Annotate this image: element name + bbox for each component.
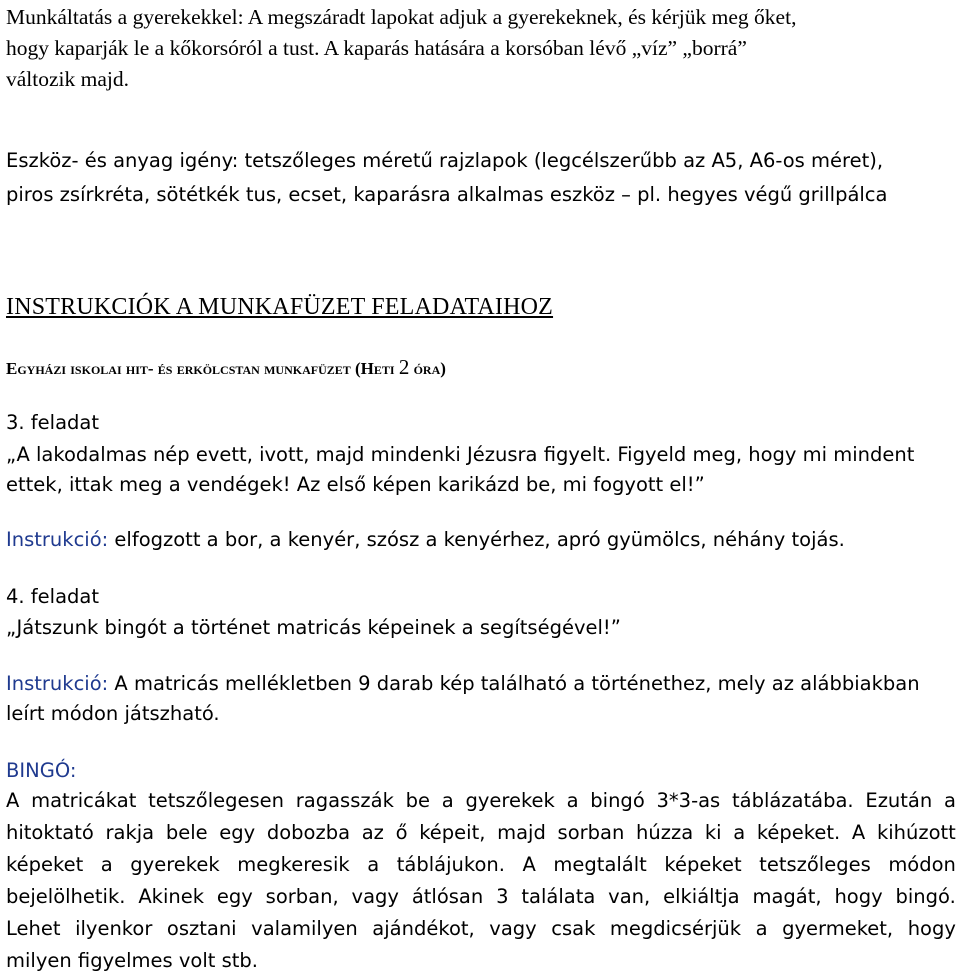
word: hitoktató bbox=[6, 821, 94, 844]
justified-line bbox=[6, 818, 956, 848]
word: be bbox=[405, 789, 430, 812]
word: megdicsérjük bbox=[609, 917, 742, 940]
word: ő bbox=[395, 821, 408, 844]
word: találata bbox=[521, 885, 596, 908]
word: csak bbox=[551, 917, 596, 940]
page-title: INSTRUKCIÓK A MUNKAFÜZET FELADATAIHOZ bbox=[6, 294, 554, 320]
word: A bbox=[6, 789, 20, 812]
word: a bbox=[100, 853, 113, 876]
task3-instruction bbox=[6, 525, 845, 555]
word: a bbox=[755, 917, 768, 940]
word: osztani bbox=[166, 917, 237, 940]
subtitle-text-before: Egyházi iskolai hit- és erkölcstan munkafüzet (Heti bbox=[6, 359, 399, 378]
word: vagy bbox=[351, 885, 399, 908]
word: módon bbox=[888, 853, 956, 876]
bingo-line-1 bbox=[6, 786, 956, 816]
word: egy bbox=[219, 821, 256, 844]
word: átlósan bbox=[411, 885, 484, 908]
word: a bbox=[441, 789, 454, 812]
word: tetszőleges bbox=[759, 853, 871, 876]
justified-line bbox=[6, 786, 956, 816]
word: matricákat bbox=[31, 789, 137, 812]
word: elkiáltja bbox=[663, 885, 740, 908]
intro-line-2: hogy kaparják le a kőkorsóról a tust. A kaparás hatására a korsóban lévő „víz” „borrá” bbox=[6, 36, 747, 60]
task3-quote-line-1: „A lakodalmas nép evett, ivott, majd mindenki Jézusra figyelt. Figyeld meg, hogy mi mindent bbox=[6, 443, 915, 466]
word: gyermeket, bbox=[782, 917, 894, 940]
task3-instruction-text: elfogzott a bor, a kenyér, szósz a kenyérhez, apró gyümölcs, néhány tojás. bbox=[108, 528, 845, 551]
task4-instruction-line-1 bbox=[6, 669, 920, 699]
task4-instruction-text-1: A matricás mellékletben 9 darab kép található a történethez, mely az alábbiakban bbox=[108, 672, 920, 695]
word: majd bbox=[497, 821, 546, 844]
word: Ezután bbox=[865, 789, 933, 812]
word: hogy bbox=[834, 885, 883, 908]
word: kihúzott bbox=[876, 821, 956, 844]
word: képeit, bbox=[419, 821, 486, 844]
task3-label: 3. feladat bbox=[6, 411, 100, 434]
intro-line-1: Munkáltatás a gyerekekkel: A megszáradt lapokat adjuk a gyerekeknek, és kérjük meg őket, bbox=[6, 5, 797, 29]
word: táblázatába. bbox=[731, 789, 854, 812]
task3-quote-line-2: ettek, ittak meg a vendégek! Az első képen karikázd be, mi fogyott el!” bbox=[6, 473, 705, 496]
word: 3*3-as bbox=[656, 789, 721, 812]
task4-instruction-line-2: leírt módon játszható. bbox=[6, 702, 220, 725]
word: Lehet bbox=[6, 917, 61, 940]
bingo-line-2 bbox=[6, 818, 956, 848]
word: sorban, bbox=[265, 885, 339, 908]
word: sorban bbox=[557, 821, 625, 844]
word: tetszőlegesen bbox=[148, 789, 285, 812]
task4-instruction-label: Instrukció: bbox=[6, 672, 109, 695]
word: húzza bbox=[636, 821, 694, 844]
word: képeket bbox=[6, 853, 84, 876]
word: a bbox=[944, 789, 956, 812]
subtitle-number: 2 bbox=[398, 355, 410, 379]
word: hogy bbox=[907, 917, 956, 940]
tools-line-2: piros zsírkréta, sötétkék tus, ecset, kaparásra alkalmas eszköz – pl. hegyes végű grillpálca bbox=[6, 183, 888, 206]
bingo-line-4 bbox=[6, 882, 956, 912]
word: megkeresik bbox=[237, 853, 350, 876]
word: egy bbox=[216, 885, 253, 908]
subtitle-text-after: óra) bbox=[409, 359, 446, 378]
page-subtitle bbox=[6, 352, 446, 384]
word: bele bbox=[165, 821, 208, 844]
word: bingó bbox=[590, 789, 645, 812]
word: gyerekek bbox=[130, 853, 220, 876]
word: bejelölhetik. bbox=[6, 885, 126, 908]
word: A bbox=[851, 821, 866, 844]
intro-line-3: változik majd. bbox=[6, 67, 129, 91]
task4-quote: „Játszunk bingót a történet matricás képeinek a segítségével!” bbox=[6, 616, 621, 639]
word: a bbox=[566, 789, 579, 812]
word: a bbox=[733, 821, 746, 844]
word: 3 bbox=[496, 885, 509, 908]
justified-line bbox=[6, 882, 956, 912]
word: megtalált bbox=[553, 853, 647, 876]
word: magát, bbox=[752, 885, 822, 908]
bingo-label: BINGÓ: bbox=[6, 759, 77, 782]
word: dobozba bbox=[266, 821, 351, 844]
word: ki bbox=[704, 821, 722, 844]
word: gyerekek bbox=[465, 789, 555, 812]
justified-line bbox=[6, 850, 956, 880]
tools-line-1: Eszköz- és anyag igény: tetszőleges méretű rajzlapok (legcélszerűbb az A5, A6-os méret), bbox=[6, 149, 884, 172]
word: ragasszák bbox=[295, 789, 394, 812]
task3-instruction-label: Instrukció: bbox=[6, 528, 109, 551]
word: táblájukon. bbox=[396, 853, 505, 876]
word: a bbox=[367, 853, 380, 876]
justified-line bbox=[6, 914, 956, 944]
word: valamilyen bbox=[251, 917, 358, 940]
task4-label: 4. feladat bbox=[6, 585, 100, 608]
bingo-line-3 bbox=[6, 850, 956, 880]
word: ajándékot, bbox=[372, 917, 475, 940]
word: rakja bbox=[105, 821, 155, 844]
word: bingó. bbox=[895, 885, 956, 908]
word: A bbox=[522, 853, 536, 876]
bingo-line-6: milyen figyelmes volt stb. bbox=[6, 949, 259, 972]
bingo-line-5 bbox=[6, 914, 956, 944]
word: van, bbox=[608, 885, 651, 908]
word: az bbox=[361, 821, 384, 844]
word: Akinek bbox=[138, 885, 205, 908]
word: képeket. bbox=[756, 821, 841, 844]
word: ilyenkor bbox=[75, 917, 153, 940]
word: képeket bbox=[664, 853, 742, 876]
word: vagy bbox=[489, 917, 537, 940]
